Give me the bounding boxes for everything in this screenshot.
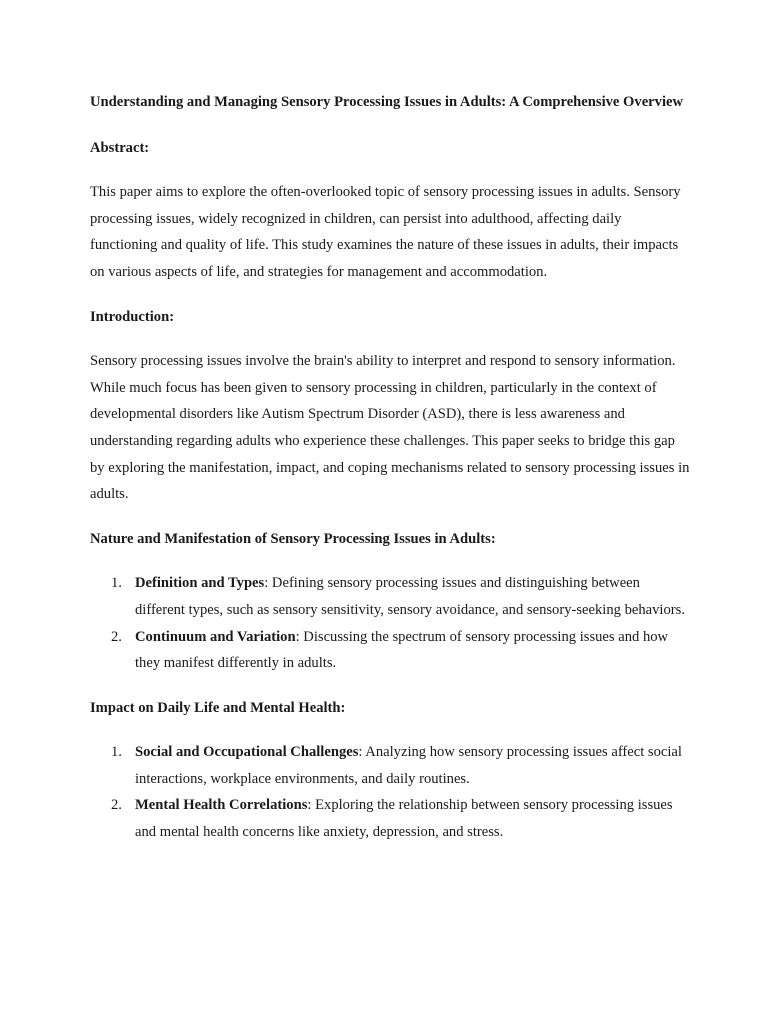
nature-heading: Nature and Manifestation of Sensory Processing Issues in Adults:	[90, 530, 496, 547]
nature-list	[90, 570, 690, 676]
list-number: 2.	[111, 628, 122, 645]
introduction-heading: Introduction:	[90, 308, 175, 325]
list-text: : Exploring the relationship between sensory processing issues and mental health concerns like anxiety, depression, and stress.	[135, 797, 673, 841]
abstract-paragraph: This paper aims to explore the often-overlooked topic of sensory processing issues in adults. Sensory processing issues, widely recognized in children, can persist into adulthood, affecting daily functioning and quality of life. This study examines the nature of these issues in adults, their impacts on various aspects of life, and strategies for management and accommodation.	[90, 184, 681, 280]
list-term: Social and Occupational Challenges	[135, 744, 359, 761]
list-text: : Discussing the spectrum of sensory processing issues and how they manifest differently in adults.	[135, 628, 669, 672]
document-title: Understanding and Managing Sensory Processing Issues in Adults: A Comprehensive Overview	[90, 94, 684, 110]
list-number: 1.	[111, 575, 122, 592]
list-text: : Analyzing how sensory processing issues affect social interactions, workplace environments, and daily routines.	[135, 744, 682, 787]
list-number: 1.	[111, 744, 122, 761]
list-term: Mental Health Correlations	[135, 797, 308, 814]
impact-heading: Impact on Daily Life and Mental Health:	[90, 699, 346, 716]
list-item	[90, 792, 690, 845]
list-term: Continuum and Variation	[135, 628, 296, 645]
list-item	[90, 624, 690, 677]
introduction-paragraph: Sensory processing issues involve the brain's ability to interpret and respond to sensory information. While much focus has been given to sensory processing in children, particularly in the context of developmental disorders like Autism Spectrum Disorder (ASD), there is less awareness and understanding regarding adults who experience these challenges. This paper seeks to bridge this gap by exploring the manifestation, impact, and coping mechanisms related to sensory processing issues in adults.	[90, 353, 690, 503]
list-text: : Defining sensory processing issues and distinguishing between different types, such as sensory sensitivity, sensory avoidance, and sensory-seeking behaviors.	[135, 575, 685, 618]
document-page	[90, 89, 690, 864]
list-number: 2.	[111, 797, 122, 814]
abstract-heading: Abstract:	[90, 139, 150, 156]
list-term: Definition and Types	[135, 575, 265, 592]
list-item	[90, 570, 690, 623]
impact-list	[90, 739, 690, 845]
list-item	[90, 739, 690, 792]
